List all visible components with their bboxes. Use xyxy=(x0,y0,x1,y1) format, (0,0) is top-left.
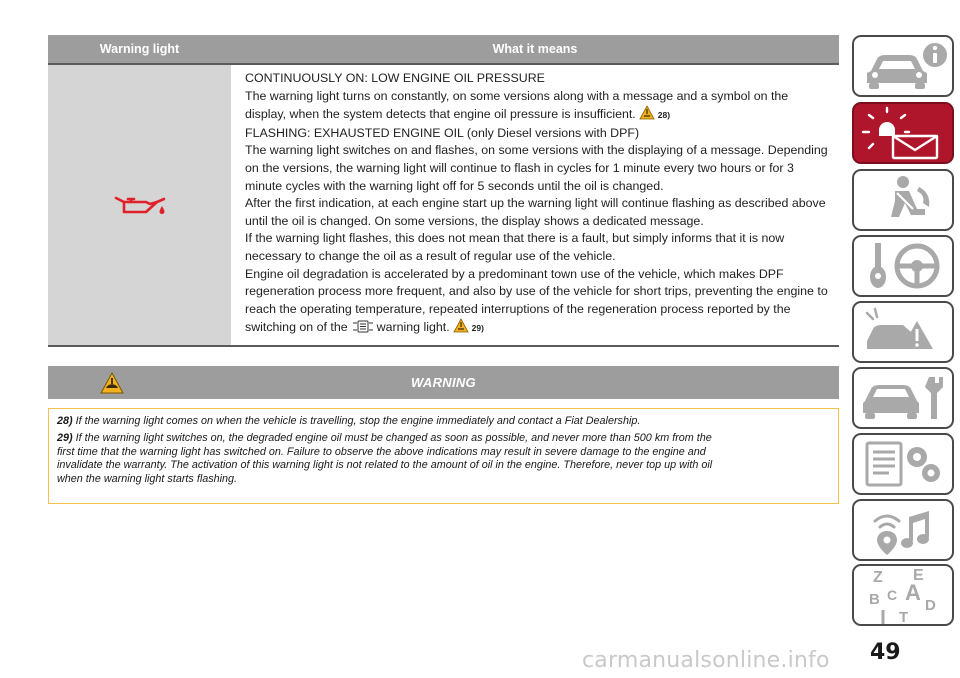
text-line: on the versions, the warning light will continue to flash in cycles for 1 minute every two hours or for 3 xyxy=(245,160,794,175)
text-line: If the warning light flashes, this does not mean that there is a fault, but simply informs that it is now xyxy=(245,231,785,246)
warning-triangle-icon xyxy=(100,371,124,395)
text-line: minute cycles with the warning light off for 5 seconds until the oil is changed. xyxy=(245,178,664,193)
warning-title: WARNING xyxy=(411,375,476,390)
warning-header xyxy=(48,366,839,399)
tab-multimedia[interactable] xyxy=(852,499,954,561)
text-line: The warning light turns on constantly, on some versions along with a message and a symbol on the xyxy=(245,88,789,103)
tab-in-an-emergency[interactable] xyxy=(852,301,954,363)
alphabetical-index-icon xyxy=(859,566,947,624)
text-line: until the oil is changed. On some versions, the display shows a dedicated message. xyxy=(245,213,704,228)
text-line: The warning light switches on and flashes, on some versions with the displaying of a message. Depending xyxy=(245,143,828,158)
car-info-icon xyxy=(859,41,947,91)
index-letter: E xyxy=(913,567,924,584)
index-letter: Z xyxy=(873,569,883,586)
text-line: CONTINUOUSLY ON: LOW ENGINE OIL PRESSURE xyxy=(245,71,545,85)
tab-servicing-care[interactable] xyxy=(852,367,954,429)
text-line: FLASHING: EXHAUSTED ENGINE OIL (only Diesel versions with DPF) xyxy=(245,125,640,140)
warning-light-cell xyxy=(48,65,231,345)
key-steering-wheel-icon xyxy=(859,239,947,293)
tab-technical-data[interactable] xyxy=(852,433,954,495)
page-number: 49 xyxy=(870,640,901,665)
watermark: carmanualsonline.info xyxy=(582,648,830,673)
seat-airbag-icon xyxy=(859,173,947,227)
table-header xyxy=(48,35,839,63)
warning-lights-message-icon xyxy=(859,106,947,160)
car-emergency-icon xyxy=(859,305,947,359)
text-line: regeneration process more frequent, and also by use of the vehicle for short trips, preventing the engine to xyxy=(245,284,828,299)
index-letter: C xyxy=(887,587,898,603)
warning-triangle-icon xyxy=(453,318,469,333)
text-line: Engine oil degradation is accelerated by a predominant town use of the vehicle, which makes DPF xyxy=(245,266,784,281)
multimedia-icon xyxy=(859,503,947,557)
warning-note-29: 29) If the warning light switches on, the degraded engine oil must be changed as soon as possible, and never more than 500 km from the first time that the warning light has switched on. Failure to observe the above indications may result in severe damage to the engine and invalidate the warranty. The activation of this warning light is not related to the amount of oil in the engine. Therefore, never top up with oil when the warning light starts flashing. xyxy=(57,432,713,485)
index-letter: B xyxy=(869,591,880,608)
footnote-ref-28[interactable]: 28) xyxy=(657,110,671,121)
car-maintenance-icon xyxy=(859,371,947,425)
index-letter: A xyxy=(905,580,921,605)
warning-note-28: 28) If the warning light comes on when the vehicle is travelling, stop the engine immediately and contact a Fiat Dealership. xyxy=(57,415,641,427)
tab-safety[interactable] xyxy=(852,169,954,231)
text-line: necessary to change the oil as a result of regular use of the vehicle. xyxy=(245,248,616,263)
text-line: After the first indication, at each engine start up the warning light will continue flashing as described above xyxy=(245,196,826,211)
tab-warning-lights-messages[interactable] xyxy=(852,102,954,164)
tab-starting-driving[interactable] xyxy=(852,235,954,297)
dpf-icon xyxy=(352,319,374,334)
index-letter: T xyxy=(899,609,909,624)
header-warning-light: Warning light xyxy=(99,42,180,56)
text-line: reach the operating temperature, repeated interruptions of the regeneration process reported by the xyxy=(245,301,791,316)
tab-getting-to-know-car[interactable] xyxy=(852,35,954,97)
meaning-text xyxy=(245,70,837,338)
text-line: display, when the system detects that engine oil pressure is insufficient. 28) xyxy=(245,107,671,122)
header-what-it-means: What it means xyxy=(492,42,578,56)
index-letter: D xyxy=(925,597,936,614)
warning-triangle-icon xyxy=(639,105,655,120)
engine-oil-pressure-icon xyxy=(113,190,167,220)
warning-notes xyxy=(48,408,839,504)
text-line: switching on of the warning light. 29) xyxy=(245,320,484,335)
tab-alphabetical-index[interactable] xyxy=(852,564,954,626)
footnote-ref-29[interactable]: 29) xyxy=(471,323,484,334)
table-bottom-divider xyxy=(48,345,839,347)
technical-data-icon xyxy=(859,437,947,491)
